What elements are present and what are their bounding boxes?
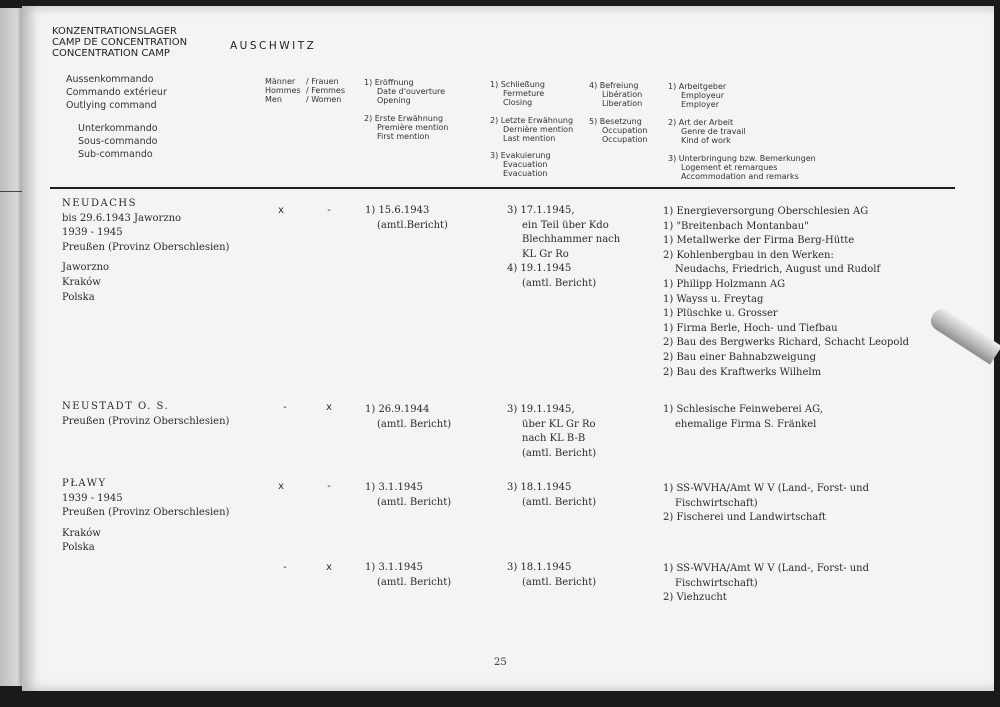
work-line: 2) Bau des Kraftwerks Wilhelm — [663, 366, 822, 378]
place-name: NEUDACHS — [62, 198, 137, 209]
work-line: 2) Fischerei und Landwirtschaft — [663, 512, 827, 524]
women-de: / Frauen — [306, 77, 339, 86]
date-line: 1) 15.6.1943 — [365, 205, 430, 216]
place-line: bis 29.6.1943 Jaworzno — [62, 212, 182, 224]
date-line: 1) 26.9.1944 — [365, 404, 430, 415]
women-header — [306, 77, 345, 104]
camp-label-fr: CAMP DE CONCENTRATION — [52, 37, 188, 48]
entry-plawy-dates — [365, 481, 451, 510]
document-page — [22, 6, 994, 691]
place-line: Jaworzno — [62, 262, 110, 274]
closing-line: 4) 19.1.1945 — [507, 263, 572, 275]
entry-plawy-work — [663, 482, 869, 526]
evacuation-header — [490, 151, 551, 178]
closing-line: Blechhammer nach — [522, 234, 621, 246]
men-mark: - — [282, 402, 289, 413]
first-mention-de: 2) Erste Erwähnung — [364, 114, 444, 123]
place-line: Preußen (Provinz Oberschlesien) — [62, 241, 230, 253]
work-type-de: 2) Art der Arbeit — [668, 118, 734, 127]
work-line: 2) Bau des Bergwerks Richard, Schacht Leopold — [663, 337, 910, 349]
header-divider — [50, 187, 955, 189]
women-mark: - — [326, 481, 333, 492]
opening-de: 1) Eröffnung — [364, 78, 414, 87]
evacuation-de: 3) Evakuierung — [490, 151, 551, 160]
closing-line: (amtl. Bericht) — [522, 277, 597, 289]
place-name: NEUSTADT O. S. — [62, 401, 170, 412]
place-line: 1939 - 1945 — [62, 227, 123, 239]
employer-de: 1) Arbeitgeber — [668, 82, 727, 91]
closing-line: 3) 18.1.1945 — [507, 562, 572, 573]
closing-de: 1) Schließung — [490, 80, 545, 89]
date-line: 1) 3.1.1945 — [365, 562, 423, 573]
accommodation-header — [668, 154, 816, 181]
place-line: Polska — [62, 291, 95, 303]
work-line: Fischwirtschaft) — [675, 577, 758, 589]
entry-neustadt-dates — [365, 403, 451, 432]
entry-plawy-women-dates — [365, 561, 451, 590]
last-mention-header — [490, 116, 573, 143]
sub-de: Unterkommando — [78, 123, 158, 134]
first-mention-fr: Première mention — [377, 123, 449, 132]
sub-en: Sub-commando — [78, 149, 153, 160]
entry-neustadt-work — [663, 403, 823, 432]
work-type-en: Kind of work — [681, 136, 731, 145]
men-en: Men — [265, 95, 282, 104]
liberation-de: 4) Befreiung — [589, 81, 639, 90]
closing-line: KL Gr Ro — [522, 248, 569, 260]
closing-line: (amtl. Bericht) — [522, 496, 597, 508]
work-line: 1) Wayss u. Freytag — [663, 293, 764, 305]
entry-neustadt-closing — [507, 403, 596, 461]
place-line: 1939 - 1945 — [62, 492, 123, 504]
outlying-fr: Commando extérieur — [66, 87, 167, 98]
closing-header — [490, 80, 545, 107]
entry-neudachs-dates — [365, 204, 448, 233]
outlying-en: Outlying command — [66, 100, 157, 111]
women-mark: x — [326, 562, 333, 573]
entry-neustadt-place — [62, 400, 229, 429]
work-line: 1) Schlesische Feinweberei AG, — [663, 404, 823, 415]
entry-neudachs-closing — [507, 204, 620, 292]
closing-line: 3) 17.1.1945, — [507, 205, 575, 216]
camp-label-en: CONCENTRATION CAMP — [52, 48, 170, 59]
last-mention-en: Last mention — [503, 134, 556, 143]
entry-plawy-place — [62, 477, 229, 556]
date-line: 1) 3.1.1945 — [365, 482, 423, 493]
men-fr: Hommes — [265, 86, 301, 95]
last-mention-fr: Dernière mention — [503, 125, 574, 134]
men-mark: - — [282, 562, 289, 573]
opening-header — [364, 78, 445, 105]
men-mark: x — [278, 481, 285, 492]
pen-tip-image — [927, 305, 1000, 364]
camp-label — [52, 26, 187, 59]
opening-en: Opening — [377, 96, 411, 105]
place-line: Polska — [62, 542, 95, 554]
closing-line: über KL Gr Ro — [522, 418, 596, 430]
work-line: ehemalige Firma S. Fränkel — [675, 418, 817, 430]
place-line: Kraków — [62, 527, 101, 539]
entry-plawy-women-work — [663, 562, 869, 606]
men-header — [265, 77, 301, 104]
closing-line: nach KL B-B — [522, 433, 586, 445]
work-line: 1) Metallwerke der Firma Berg-Hütte — [663, 235, 855, 247]
work-line: 1) Plüschke u. Grosser — [663, 308, 778, 320]
work-line: 2) Kohlenbergbau in den Werken: — [663, 249, 834, 261]
closing-line: 3) 19.1.1945, — [507, 404, 575, 415]
date-line: (amtl. Bericht) — [377, 418, 452, 430]
liberation-header — [589, 81, 642, 108]
work-line: 2) Viehzucht — [663, 592, 727, 604]
last-mention-de: 2) Letzte Erwähnung — [490, 116, 574, 125]
sub-fr: Sous-commando — [78, 136, 158, 147]
work-line: Neudachs, Friedrich, August und Rudolf — [675, 264, 881, 276]
work-line: 1) Firma Berle, Hoch- und Tiefbau — [663, 322, 838, 334]
accommodation-fr: Logement et remarques — [681, 163, 778, 172]
entry-neudachs-place — [62, 197, 229, 305]
entry-plawy-women-closing — [507, 561, 596, 590]
outlying-command-label — [66, 73, 167, 112]
left-page-edge — [0, 8, 24, 686]
closing-fr: Fermeture — [503, 89, 545, 98]
date-line: (amtl. Bericht) — [377, 496, 452, 508]
page-number: 25 — [494, 657, 507, 668]
first-mention-en: First mention — [377, 132, 430, 141]
closing-line: ein Teil über Kdo — [522, 219, 609, 231]
camp-name: AUSCHWITZ — [230, 40, 317, 52]
closing-line: (amtl. Bericht) — [522, 447, 597, 459]
entry-plawy-closing — [507, 481, 596, 510]
occupation-de: 5) Besetzung — [589, 117, 642, 126]
women-fr: / Femmes — [306, 86, 345, 95]
employer-fr: Employeur — [681, 91, 725, 100]
work-type-header — [668, 118, 746, 145]
men-mark: x — [278, 205, 285, 216]
work-line: Fischwirtschaft) — [675, 497, 758, 509]
camp-label-de: KONZENTRATIONSLAGER — [52, 26, 177, 37]
work-line: 2) Bau einer Bahnabzweigung — [663, 351, 816, 363]
accommodation-en: Accommodation and remarks — [681, 172, 799, 181]
women-mark: x — [326, 402, 333, 413]
work-line: 1) SS-WVHA/Amt W V (Land-, Forst- und — [663, 563, 870, 574]
women-mark: - — [326, 205, 333, 216]
date-line: (amtl.Bericht) — [377, 219, 448, 231]
liberation-en: Liberation — [602, 99, 643, 108]
place-line: Kraków — [62, 276, 101, 288]
closing-line: (amtl. Bericht) — [522, 576, 597, 588]
place-name: PŁAWY — [62, 478, 107, 489]
evacuation-fr: Evacuation — [503, 160, 548, 169]
first-mention-header — [364, 114, 448, 141]
occupation-fr: Occupation — [602, 126, 648, 135]
employer-en: Employer — [681, 100, 719, 109]
women-en: / Women — [306, 95, 342, 104]
left-page-rule — [0, 191, 22, 192]
employer-header — [668, 82, 726, 109]
men-de: Männer — [265, 77, 296, 86]
closing-line: 3) 18.1.1945 — [507, 482, 572, 493]
work-type-fr: Genre de travail — [681, 127, 746, 136]
sub-command-label — [78, 122, 158, 161]
liberation-fr: Libération — [602, 90, 643, 99]
occupation-en: Occupation — [602, 135, 648, 144]
work-line: 1) Philipp Holzmann AG — [663, 278, 786, 290]
occupation-header — [589, 117, 647, 144]
work-line: 1) SS-WVHA/Amt W V (Land-, Forst- und — [663, 483, 870, 494]
evacuation-en: Evacuation — [503, 169, 548, 178]
opening-fr: Date d'ouverture — [377, 87, 446, 96]
place-line: Preußen (Provinz Oberschlesien) — [62, 507, 230, 519]
accommodation-de: 3) Unterbringung bzw. Bemerkungen — [668, 154, 816, 163]
place-line: Preußen (Provinz Oberschlesien) — [62, 415, 230, 427]
work-line: 1) "Breitenbach Montanbau" — [663, 220, 809, 232]
outlying-de: Aussenkommando — [66, 74, 154, 85]
closing-en: Closing — [503, 98, 533, 107]
entry-neudachs-work — [663, 205, 909, 380]
date-line: (amtl. Bericht) — [377, 576, 452, 588]
work-line: 1) Energieversorgung Oberschlesien AG — [663, 206, 869, 217]
